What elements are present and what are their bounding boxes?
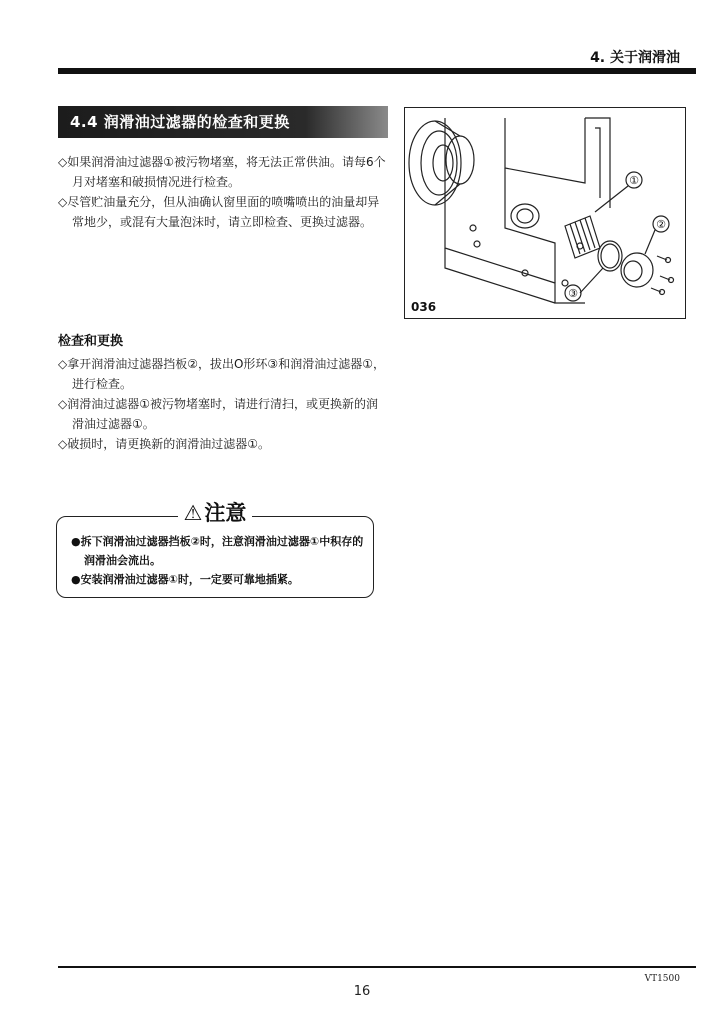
- model-code: VT1500: [644, 974, 680, 984]
- caution-body: [71, 532, 365, 589]
- callout-filter: ①: [629, 174, 639, 187]
- caution-title: 注意: [204, 501, 247, 525]
- header-rule: [58, 68, 696, 74]
- figure-number: 036: [411, 300, 437, 314]
- inspection-list: [58, 354, 388, 454]
- inspection-item: ◇拿开润滑油过滤器挡板②，拔出O形环③和润滑油过滤器①，进行检查。: [58, 357, 385, 391]
- warning-triangle-icon: ⚠: [183, 501, 203, 525]
- filter-illustration: [404, 107, 686, 319]
- callout-cover: ②: [656, 218, 666, 231]
- caution-box: [56, 501, 374, 598]
- chapter-title: 4. 关于润滑油: [590, 50, 680, 66]
- page-number: 16: [353, 984, 371, 999]
- intro-item: ◇尽管贮油量充分，但从油确认窗里面的喷嘴喷出的油量却异常地少，或混有大量泡沫时，请立即检查、更换过滤器。: [58, 195, 380, 229]
- inspection-item: ◇润滑油过滤器①被污物堵塞时，请进行清扫，或更换新的润滑油过滤器①。: [58, 397, 378, 431]
- section-title: 4.4 润滑油过滤器的检查和更换: [58, 106, 388, 138]
- machine-drawing: [405, 108, 685, 318]
- callout-oring: ③: [568, 287, 578, 300]
- footer-rule: [58, 966, 696, 968]
- caution-item: ●拆下润滑油过滤器挡板②时，注意润滑油过滤器①中积存的润滑油会流出。: [71, 535, 364, 567]
- caution-item: ●安装润滑油过滤器①时，一定要可靠地插紧。: [71, 573, 299, 586]
- intro-item: ◇如果润滑油过滤器①被污物堵塞，将无法正常供油。请每6个月对堵塞和破损情况进行检查。: [58, 155, 386, 189]
- caution-header: [57, 497, 373, 527]
- inspection-heading: 检查和更换: [58, 334, 124, 349]
- inspection-item: ◇破损时，请更换新的润滑油过滤器①。: [58, 437, 270, 451]
- intro-text: [58, 152, 388, 232]
